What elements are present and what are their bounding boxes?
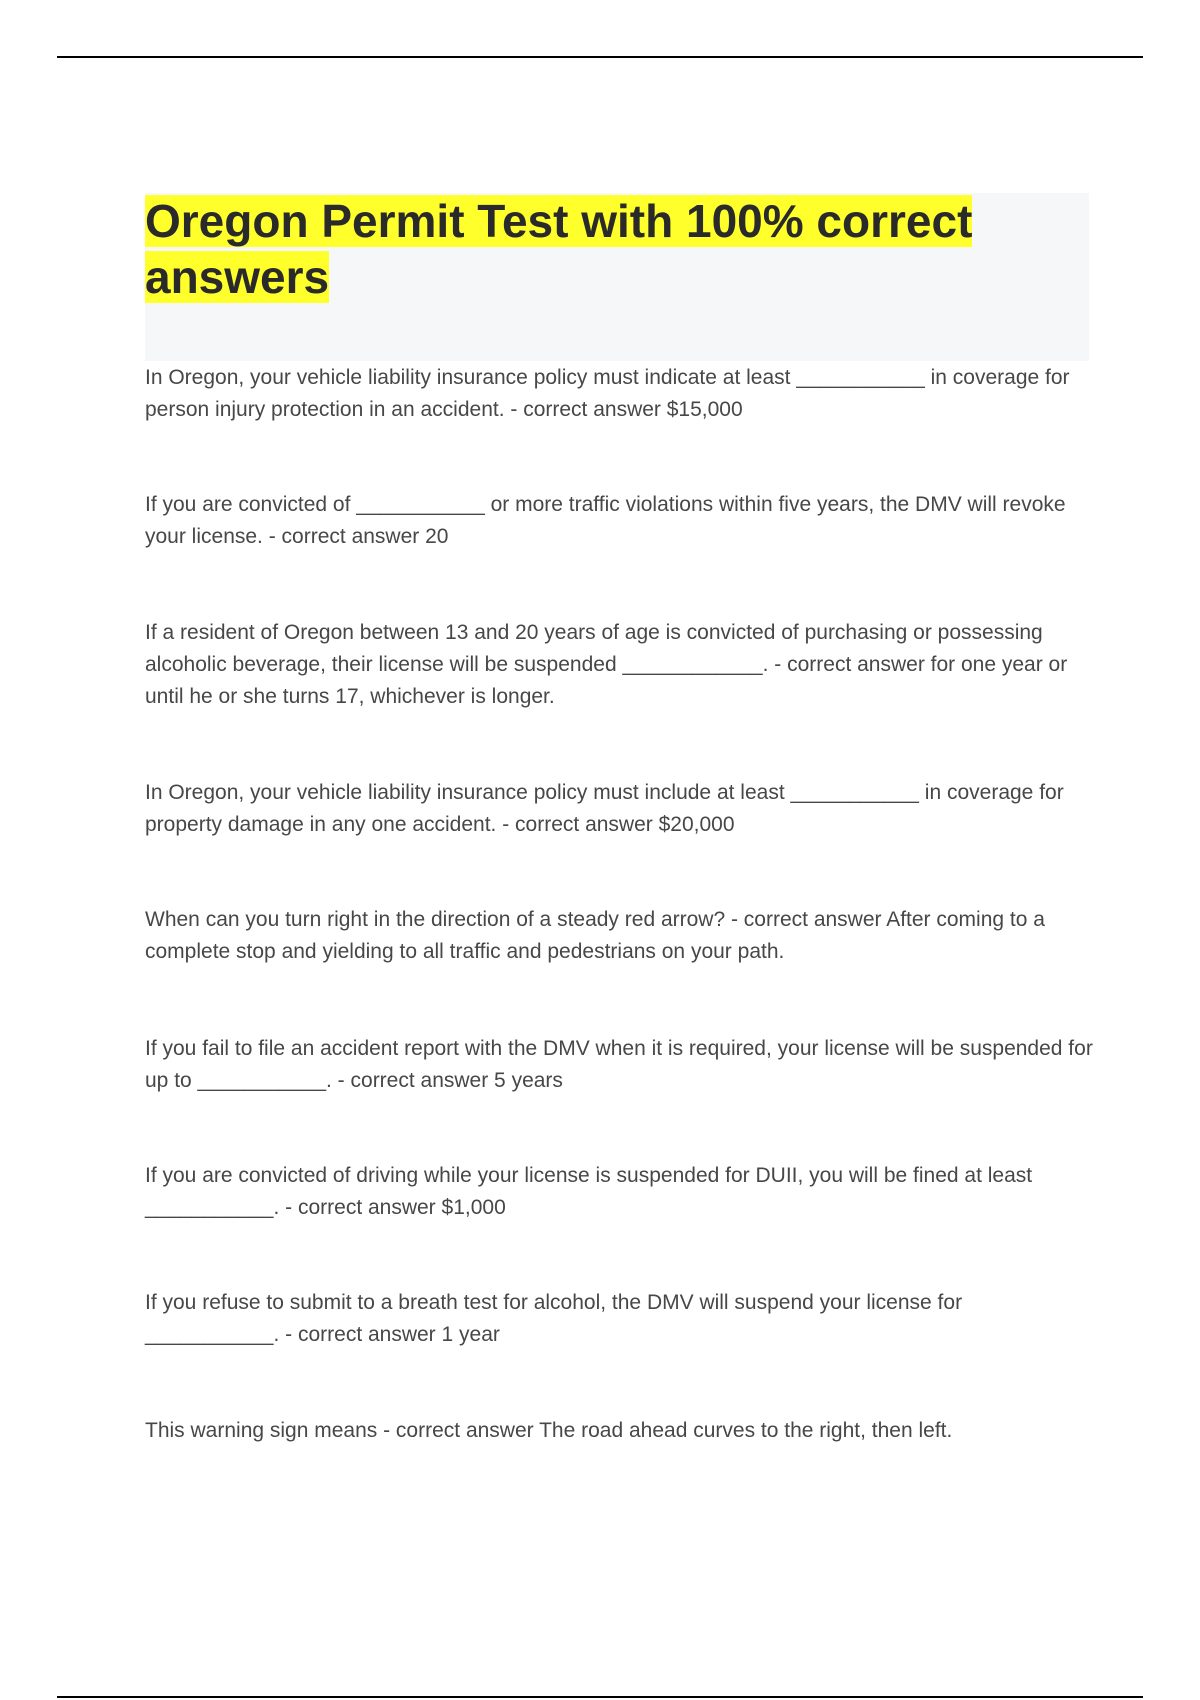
page-title	[145, 193, 1025, 305]
qa-item-5: When can you turn right in the direction of a steady red arrow? - correct answer After coming to a complete stop and yielding to all traffic and pedestrians on your path.	[145, 908, 1045, 963]
qa-item-6: If you fail to file an accident report with the DMV when it is required, your license will be suspended for up to ___________. - correct answer 5 years	[145, 1037, 1093, 1092]
qa-item-9: This warning sign means - correct answer The road ahead curves to the right, then left.	[145, 1419, 953, 1442]
top-rule	[57, 56, 1143, 58]
qa-item-4: In Oregon, your vehicle liability insurance policy must include at least ___________ in coverage for property damage in any one accident. - correct answer $20,000	[145, 781, 1064, 836]
title-block	[145, 193, 1089, 361]
qa-item-2: If you are convicted of ___________ or more traffic violations within five years, the DMV will revoke your license. - correct answer 20	[145, 493, 1066, 548]
qa-item-1: In Oregon, your vehicle liability insurance policy must indicate at least ___________ in coverage for person injury protection in an accident. - correct answer $15,000	[145, 366, 1070, 421]
qa-item-7: If you are convicted of driving while your license is suspended for DUII, you will be fined at least ___________. - correct answer $1,000	[145, 1164, 1033, 1219]
qa-item-8: If you refuse to submit to a breath test for alcohol, the DMV will suspend your license for ___________. - correct answer 1 year	[145, 1291, 963, 1346]
title-highlight: Oregon Permit Test with 100% correct answers	[145, 195, 973, 303]
bottom-rule	[57, 1696, 1143, 1698]
qa-item-3: If a resident of Oregon between 13 and 20 years of age is convicted of purchasing or possessing alcoholic beverage, their license will be suspended ____________. - correct answer for one year or until he or she turns 17, whichever is longer.	[145, 621, 1068, 708]
